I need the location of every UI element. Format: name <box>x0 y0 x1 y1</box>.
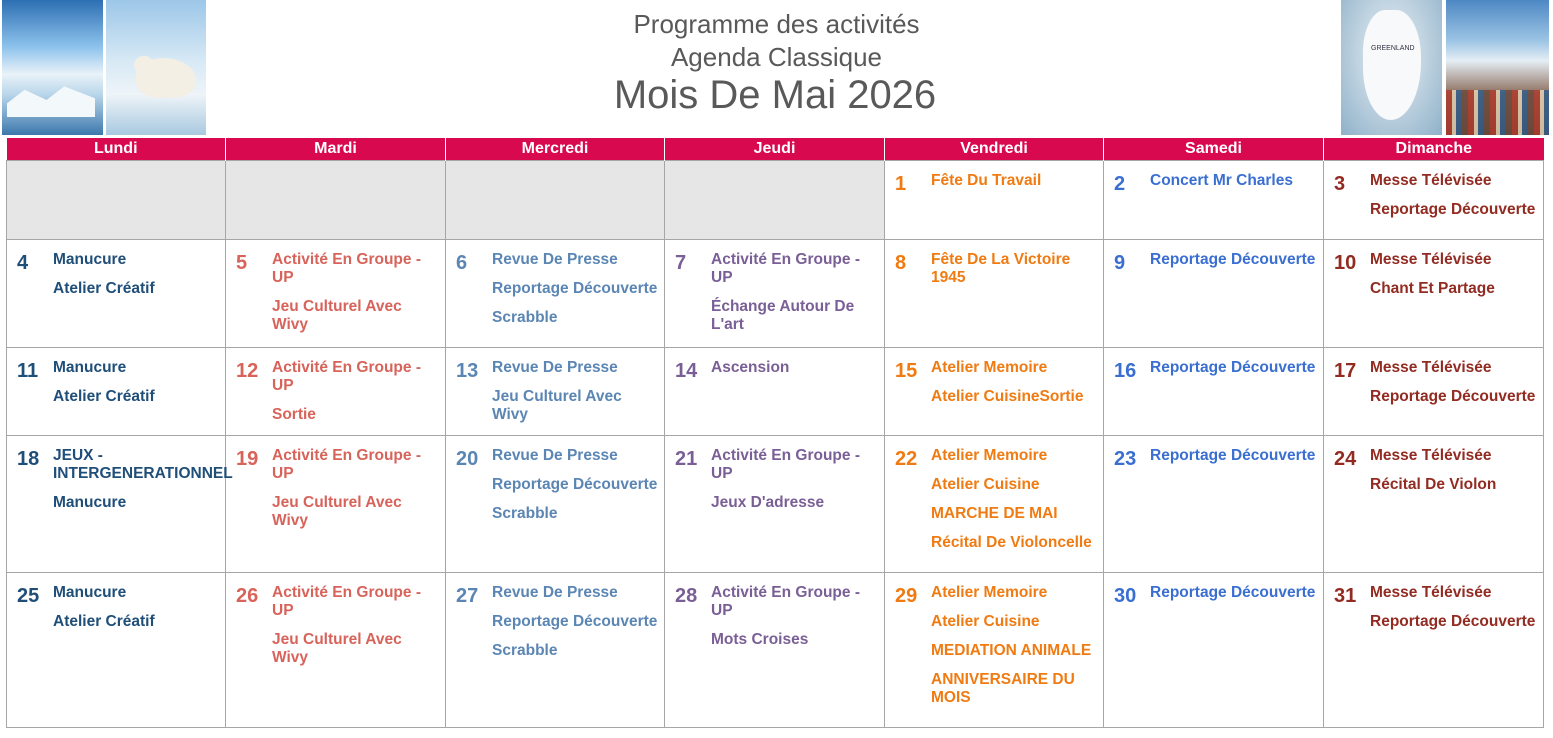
activity-list <box>1370 447 1539 494</box>
day-number: 5 <box>236 252 248 274</box>
day-cell-content <box>7 240 225 298</box>
activity-item: Jeu Culturel Avec Wivy <box>272 494 402 529</box>
activity-list <box>492 584 660 660</box>
activity-item: Manucure <box>53 359 127 376</box>
activity-list <box>1370 251 1539 298</box>
activity-item: Reportage Découverte <box>492 280 658 297</box>
calendar-week-row <box>7 240 1544 348</box>
activity-item: Atelier Créatif <box>53 613 155 630</box>
day-cell <box>1104 573 1324 728</box>
activity-list <box>1370 584 1539 631</box>
day-cell-content <box>1324 573 1543 631</box>
activity-item: Échange Autour De L'art <box>711 298 855 333</box>
day-cell <box>665 240 885 348</box>
activity-item: Fête De La Victoire 1945 <box>931 251 1071 286</box>
day-cell <box>7 573 226 728</box>
day-number: 18 <box>17 448 40 470</box>
empty-day-cell <box>446 161 665 240</box>
day-cell-content <box>226 436 445 530</box>
day-number: 2 <box>1114 173 1126 195</box>
activity-item: Jeu Culturel Avec Wivy <box>272 298 402 333</box>
activity-item: Scrabble <box>492 505 558 522</box>
greenland-landmass <box>1363 10 1421 120</box>
day-cell <box>885 436 1104 573</box>
day-cell-content <box>885 573 1103 707</box>
day-number: 26 <box>236 585 259 607</box>
activity-item: Messe Télévisée <box>1370 251 1492 268</box>
day-cell <box>885 348 1104 436</box>
activity-item: Fête Du Travail <box>931 172 1042 189</box>
day-cell <box>446 573 665 728</box>
day-number: 12 <box>236 360 259 382</box>
activity-item: Mots Croises <box>711 631 809 648</box>
day-cell-content <box>446 240 664 327</box>
activity-item: MEDIATION ANIMALE <box>931 642 1092 659</box>
activity-item: JEUX - INTERGENERATIONNEL <box>53 447 233 482</box>
activity-item: Scrabble <box>492 642 558 659</box>
activity-list <box>931 359 1099 406</box>
day-cell-content <box>1104 573 1323 607</box>
day-cell-content <box>7 436 233 512</box>
day-number: 9 <box>1114 252 1126 274</box>
day-cell-content <box>226 348 445 424</box>
coastal-village-photo <box>1446 0 1549 135</box>
activity-list <box>1150 251 1319 269</box>
activity-item: Reportage Découverte <box>1150 251 1316 268</box>
day-cell <box>885 573 1104 728</box>
activity-list <box>492 251 660 327</box>
day-number: 19 <box>236 448 259 470</box>
activity-item: Reportage Découverte <box>1150 359 1316 376</box>
empty-day-cell <box>7 161 226 240</box>
day-cell-content <box>1324 436 1543 494</box>
day-cell <box>1324 240 1544 348</box>
day-cell <box>7 240 226 348</box>
activity-list <box>931 172 1099 190</box>
activity-item: Concert Mr Charles <box>1150 172 1293 189</box>
day-cell <box>446 436 665 573</box>
activity-list <box>1370 172 1539 219</box>
day-cell-content <box>1324 348 1543 406</box>
day-cell <box>226 240 446 348</box>
day-cell-content <box>1324 240 1543 298</box>
activity-list <box>711 447 880 512</box>
day-cell <box>226 436 446 573</box>
day-number: 13 <box>456 360 479 382</box>
day-cell <box>1324 573 1544 728</box>
activity-list <box>272 584 441 667</box>
day-number: 17 <box>1334 360 1357 382</box>
activity-item: Messe Télévisée <box>1370 172 1492 189</box>
day-cell-content <box>665 573 884 649</box>
activity-list <box>931 251 1099 287</box>
activity-item: Atelier Créatif <box>53 280 155 297</box>
weekday-header: Mardi <box>226 138 446 161</box>
activity-item: Reportage Découverte <box>1150 447 1316 464</box>
day-cell-content <box>885 240 1103 287</box>
day-cell <box>7 436 233 573</box>
activity-list <box>492 447 660 523</box>
activity-item: Revue De Presse <box>492 251 618 268</box>
day-number: 10 <box>1334 252 1357 274</box>
day-cell <box>1104 240 1324 348</box>
day-cell-content <box>885 436 1103 552</box>
activity-list <box>272 359 441 424</box>
weekday-header: Vendredi <box>885 138 1104 161</box>
day-cell-content <box>665 348 884 382</box>
activity-item: Messe Télévisée <box>1370 584 1492 601</box>
day-cell <box>665 436 885 573</box>
activity-item: Atelier Créatif <box>53 388 155 405</box>
activity-item: Revue De Presse <box>492 447 618 464</box>
activity-item: Manucure <box>53 494 127 511</box>
activity-item: Activité En Groupe - UP <box>272 584 421 619</box>
day-number: 6 <box>456 252 468 274</box>
activity-item: Revue De Presse <box>492 359 618 376</box>
month-title: Mois De Mai 2026 <box>613 73 937 117</box>
day-number: 11 <box>17 360 39 382</box>
activity-list <box>53 251 221 298</box>
calendar-week-row <box>7 436 1544 573</box>
activity-list <box>1370 359 1539 406</box>
weekday-header-row <box>7 138 1544 161</box>
day-cell-content <box>665 240 884 334</box>
activity-item: Activité En Groupe - UP <box>272 359 421 394</box>
activity-item: Activité En Groupe - UP <box>711 584 860 619</box>
weekday-header: Lundi <box>7 138 226 161</box>
weekday-header: Jeudi <box>665 138 885 161</box>
day-cell-content <box>1104 240 1323 274</box>
day-number: 16 <box>1114 360 1137 382</box>
village-houses <box>1446 90 1549 135</box>
activity-item: Reportage Découverte <box>492 613 658 630</box>
day-number: 28 <box>675 585 698 607</box>
activity-item: Récital De Violoncelle <box>931 534 1092 551</box>
day-number: 3 <box>1334 173 1346 195</box>
activity-item: Jeux D'adresse <box>711 494 825 511</box>
activity-item: Messe Télévisée <box>1370 359 1492 376</box>
activity-list <box>53 447 233 512</box>
day-number: 25 <box>17 585 40 607</box>
activity-item: Activité En Groupe - UP <box>272 251 421 286</box>
activity-item: Revue De Presse <box>492 584 618 601</box>
calendar-week-row <box>7 348 1544 436</box>
day-cell-content <box>226 240 445 334</box>
day-cell <box>885 240 1104 348</box>
day-cell-content <box>7 573 225 631</box>
day-number: 22 <box>895 448 918 470</box>
day-number: 1 <box>895 173 907 195</box>
day-cell-content <box>1324 161 1543 219</box>
greenland-map-image <box>1341 0 1442 135</box>
activity-item: Atelier Cuisine <box>931 476 1040 493</box>
day-cell <box>446 348 665 436</box>
activity-item: Reportage Découverte <box>1370 613 1536 630</box>
activity-list <box>492 359 660 424</box>
day-number: 27 <box>456 585 479 607</box>
activity-list <box>53 584 221 631</box>
activity-list <box>711 359 880 377</box>
day-cell <box>1104 436 1324 573</box>
activity-list <box>711 584 880 649</box>
day-cell <box>7 348 226 436</box>
day-cell <box>1324 436 1544 573</box>
activity-list <box>931 584 1099 707</box>
day-cell <box>665 348 885 436</box>
day-number: 30 <box>1114 585 1137 607</box>
weekday-header: Dimanche <box>1324 138 1544 161</box>
day-cell <box>1104 161 1324 240</box>
weekday-header: Samedi <box>1104 138 1324 161</box>
day-cell <box>1324 348 1544 436</box>
activity-item: Sortie <box>272 406 316 423</box>
day-cell <box>665 573 885 728</box>
empty-day-cell <box>665 161 885 240</box>
activity-list <box>272 251 441 334</box>
activity-item: MARCHE DE MAI <box>931 505 1058 522</box>
day-cell-content <box>1104 436 1323 470</box>
activity-list <box>711 251 880 334</box>
day-number: 7 <box>675 252 687 274</box>
day-cell <box>1104 348 1324 436</box>
activity-item: Scrabble <box>492 309 558 326</box>
map-label: GREENLAND <box>1371 45 1415 52</box>
activity-item: Messe Télévisée <box>1370 447 1492 464</box>
day-cell-content <box>446 573 664 660</box>
day-number: 21 <box>675 448 698 470</box>
activity-list <box>1150 447 1319 465</box>
activity-item: Récital De Violon <box>1370 476 1497 493</box>
day-cell <box>446 240 665 348</box>
activity-list <box>1150 172 1319 190</box>
activity-item: Jeu Culturel Avec Wivy <box>272 631 402 666</box>
day-number: 14 <box>675 360 698 382</box>
day-cell <box>226 348 446 436</box>
day-cell-content <box>1104 348 1323 382</box>
activity-item: Atelier Memoire <box>931 447 1048 464</box>
activity-list <box>1150 359 1319 377</box>
day-number: 24 <box>1334 448 1357 470</box>
page-header <box>0 0 1553 137</box>
activity-list <box>931 447 1099 552</box>
activity-item: Activité En Groupe - UP <box>711 251 860 286</box>
activity-item: Atelier Memoire <box>931 359 1048 376</box>
day-number: 23 <box>1114 448 1137 470</box>
day-cell <box>226 573 446 728</box>
calendar-week-row <box>7 161 1544 240</box>
day-cell <box>885 161 1104 240</box>
activity-list <box>1150 584 1319 602</box>
activity-item: Manucure <box>53 251 127 268</box>
activity-item: Atelier Cuisine <box>931 613 1040 630</box>
activity-list <box>272 447 441 530</box>
activity-item: Chant Et Partage <box>1370 280 1495 297</box>
activity-item: Reportage Découverte <box>1370 201 1536 218</box>
title-line-1: Programme des activités <box>633 9 920 39</box>
activity-list <box>53 359 221 406</box>
activity-item: Atelier Memoire <box>931 584 1048 601</box>
activity-item: Jeu Culturel Avec Wivy <box>492 388 622 423</box>
activity-item: Ascension <box>711 359 790 376</box>
activity-item: Reportage Découverte <box>1370 388 1536 405</box>
day-cell-content <box>665 436 884 512</box>
day-number: 20 <box>456 448 479 470</box>
day-number: 15 <box>895 360 918 382</box>
day-cell-content <box>885 161 1103 195</box>
day-number: 29 <box>895 585 918 607</box>
day-cell-content <box>7 348 225 406</box>
activity-item: Reportage Découverte <box>1150 584 1316 601</box>
activity-item: Reportage Découverte <box>492 476 658 493</box>
day-number: 8 <box>895 252 907 274</box>
day-cell-content <box>446 348 664 424</box>
activity-item: Activité En Groupe - UP <box>272 447 421 482</box>
calendar-table <box>6 138 1544 728</box>
day-cell-content <box>446 436 664 523</box>
activity-item: Manucure <box>53 584 127 601</box>
day-cell-content <box>885 348 1103 406</box>
weekday-header: Mercredi <box>446 138 665 161</box>
activity-item: Atelier CuisineSortie <box>931 388 1084 405</box>
day-cell-content <box>226 573 445 667</box>
activity-item: ANNIVERSAIRE DU MOIS <box>931 671 1075 706</box>
day-cell <box>1324 161 1544 240</box>
calendar-week-row <box>7 573 1544 728</box>
activity-item: Activité En Groupe - UP <box>711 447 860 482</box>
day-cell-content <box>1104 161 1323 195</box>
title-line-2: Agenda Classique <box>670 42 883 72</box>
day-number: 31 <box>1334 585 1357 607</box>
day-number: 4 <box>17 252 29 274</box>
empty-day-cell <box>226 161 446 240</box>
